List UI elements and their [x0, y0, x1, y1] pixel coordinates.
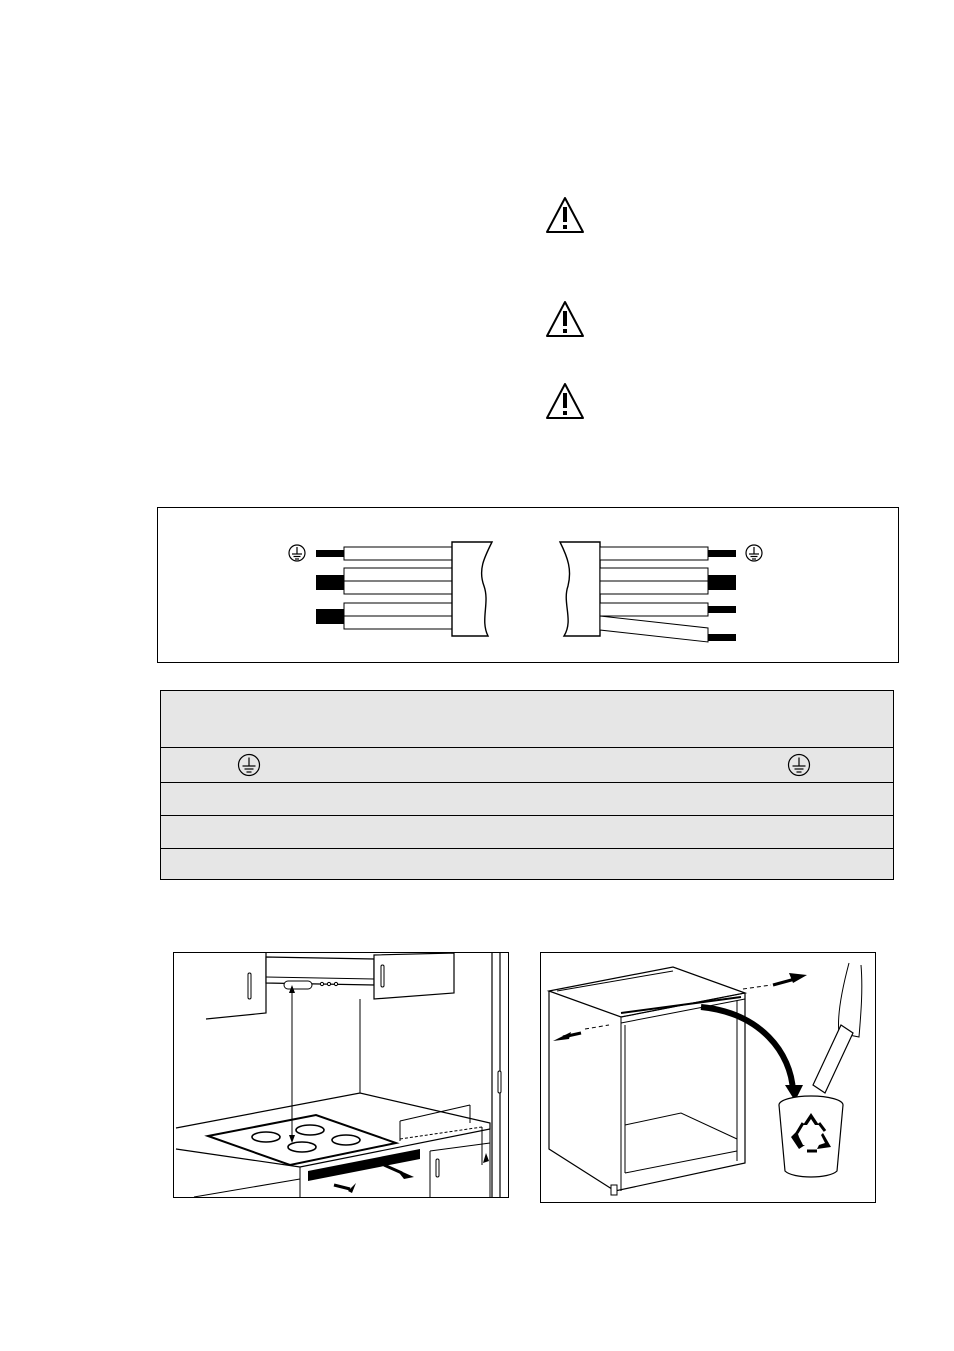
warning-triangle-icon [545, 300, 585, 338]
table-row [161, 815, 893, 848]
earth-ground-icon [237, 753, 261, 777]
earth-ground-icon [289, 545, 305, 561]
table-row [161, 782, 893, 815]
connection-table [160, 690, 894, 880]
table-row [161, 747, 893, 782]
earth-ground-icon [746, 545, 762, 561]
warning-triangle-icon [545, 382, 585, 420]
table-row [161, 848, 893, 881]
left-cable [316, 542, 492, 636]
hob-installation-illustration [173, 952, 509, 1198]
warning-triangle-icon [545, 196, 585, 234]
table-header-row [161, 691, 893, 747]
wiring-diagram [157, 507, 899, 663]
cabinet-recycle-illustration [540, 952, 876, 1203]
earth-ground-icon [787, 753, 811, 777]
recycle-bin-icon [779, 1096, 843, 1177]
right-cable [560, 542, 736, 642]
